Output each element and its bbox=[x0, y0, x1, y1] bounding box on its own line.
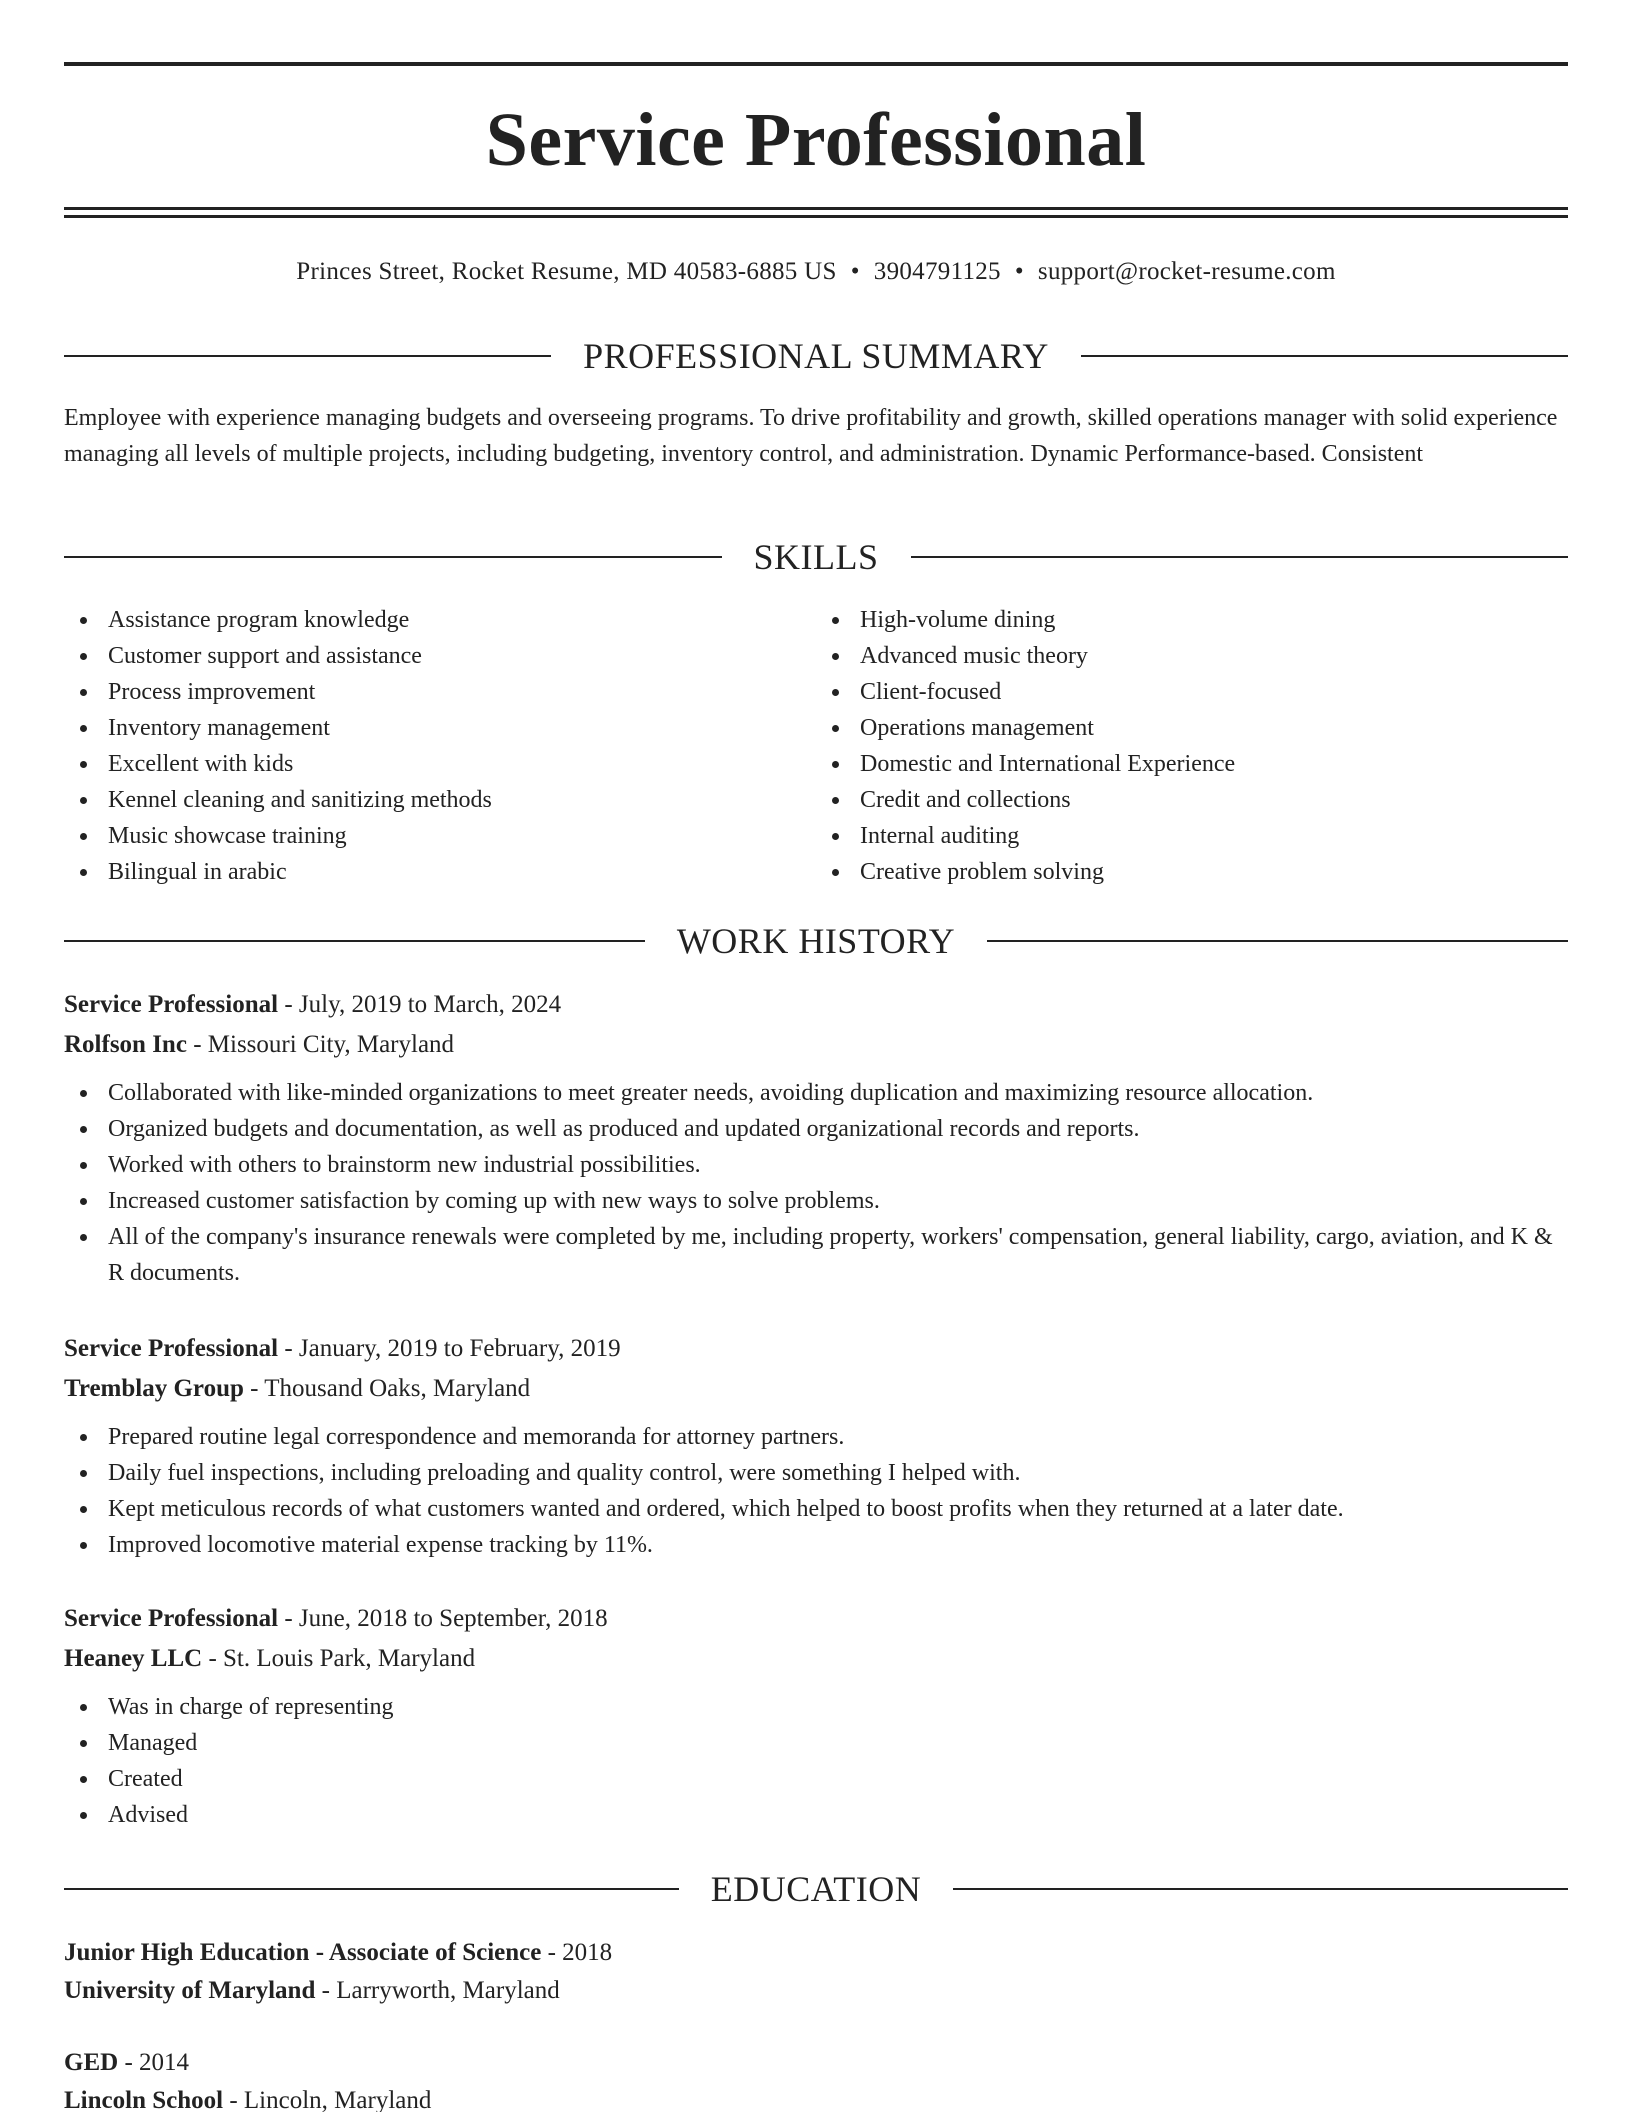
company-name: Rolfson Inc bbox=[64, 1031, 187, 1058]
job-bullet: Kept meticulous records of what customers wanted and ordered, which helped to boost profits when they returned at a later date. bbox=[64, 1491, 1568, 1527]
phone: 3904791125 bbox=[873, 258, 1001, 285]
section-header-skills bbox=[64, 535, 1568, 579]
section-rule-left bbox=[64, 1888, 679, 1890]
skills-list bbox=[64, 602, 1568, 890]
summary-text: Employee with experience managing budgets and overseeing programs. To drive profitability and growth, skilled operations manager with solid experience managing all levels of multiple projects, including budgeting, inventory control, and administration. Dynamic Performance-based. Consistent bbox=[64, 405, 1558, 467]
contact-line bbox=[64, 254, 1568, 290]
job-bullet: Improved locomotive material expense tracking by 11%. bbox=[64, 1527, 1568, 1563]
skill-item: Credit and collections bbox=[816, 782, 1568, 818]
header-double-rule-upper bbox=[64, 207, 1568, 210]
skill-item: Advanced music theory bbox=[816, 638, 1568, 674]
school-location: - Lincoln, Maryland bbox=[223, 2087, 432, 2112]
job-bullet: Worked with others to brainstorm new industrial possibilities. bbox=[64, 1147, 1568, 1183]
section-rule-right bbox=[987, 940, 1568, 942]
job-entry bbox=[64, 1329, 1568, 1563]
school-name: University of Maryland bbox=[64, 1977, 316, 2004]
job-dates: - June, 2018 to September, 2018 bbox=[278, 1605, 608, 1632]
company-name: Heaney LLC bbox=[64, 1645, 203, 1672]
skill-item: Music showcase training bbox=[64, 818, 816, 854]
company-name: Tremblay Group bbox=[64, 1375, 244, 1402]
skill-item: Process improvement bbox=[64, 674, 816, 710]
graduation-year: - 2014 bbox=[118, 2049, 190, 2076]
section-rule-left bbox=[64, 556, 722, 558]
job-bullet: Organized budgets and documentation, as well as produced and updated organizational records and reports. bbox=[64, 1111, 1568, 1147]
section-header-education bbox=[64, 1867, 1568, 1911]
job-bullet: Was in charge of representing bbox=[64, 1689, 1568, 1725]
skill-item: Bilingual in arabic bbox=[64, 854, 816, 890]
section-rule-right bbox=[1081, 355, 1568, 357]
skill-item: High-volume dining bbox=[816, 602, 1568, 638]
skill-item: Operations management bbox=[816, 710, 1568, 746]
school-location: - Larryworth, Maryland bbox=[315, 1977, 560, 2004]
company-location: - Missouri City, Maryland bbox=[186, 1031, 455, 1058]
section-rule-left bbox=[64, 940, 645, 942]
company-location: - St. Louis Park, Maryland bbox=[202, 1645, 476, 1672]
skill-item: Internal auditing bbox=[816, 818, 1568, 854]
job-bullet: Advised bbox=[64, 1797, 1568, 1833]
section-header-summary bbox=[64, 334, 1568, 378]
skill-item: Customer support and assistance bbox=[64, 638, 816, 674]
address: Princes Street, Rocket Resume, MD 40583-6885 US bbox=[296, 258, 837, 285]
section-rule-right bbox=[911, 556, 1569, 558]
skill-item: Inventory management bbox=[64, 710, 816, 746]
job-company-line bbox=[64, 1369, 1568, 1409]
degree-line bbox=[64, 1934, 1568, 1972]
job-bullet: Created bbox=[64, 1761, 1568, 1797]
skill-item: Kennel cleaning and sanitizing methods bbox=[64, 782, 816, 818]
section-title: EDUCATION bbox=[710, 1869, 922, 1909]
job-title-line bbox=[64, 1599, 1568, 1639]
skill-item: Domestic and International Experience bbox=[816, 746, 1568, 782]
job-bullet: Collaborated with like-minded organizations to meet greater needs, avoiding duplication and maximizing resource allocation. bbox=[64, 1075, 1568, 1111]
education-entry bbox=[64, 1934, 1568, 2010]
skill-item: Excellent with kids bbox=[64, 746, 816, 782]
job-title: Service Professional bbox=[64, 991, 279, 1018]
job-bullets bbox=[64, 1689, 1568, 1833]
email: support@rocket-resume.com bbox=[1037, 258, 1336, 285]
job-title: Service Professional bbox=[64, 1605, 279, 1632]
section-rule-left bbox=[64, 355, 551, 357]
skills-column-right bbox=[816, 602, 1568, 890]
section-title: SKILLS bbox=[753, 537, 879, 577]
job-title-line bbox=[64, 1329, 1568, 1369]
school-line bbox=[64, 2082, 1568, 2112]
school-name: Lincoln School bbox=[64, 2087, 224, 2112]
header-top-rule bbox=[64, 62, 1568, 66]
degree-name: GED bbox=[64, 2049, 119, 2076]
job-bullets bbox=[64, 1419, 1568, 1563]
section-header-work-history bbox=[64, 919, 1568, 963]
header-double-rule-lower bbox=[64, 215, 1568, 218]
job-dates: - July, 2019 to March, 2024 bbox=[278, 991, 562, 1018]
job-entry bbox=[64, 985, 1568, 1291]
skill-item: Assistance program knowledge bbox=[64, 602, 816, 638]
job-bullet: Prepared routine legal correspondence and memoranda for attorney partners. bbox=[64, 1419, 1568, 1455]
skills-column-left bbox=[64, 602, 816, 890]
resume-name: Service Professional bbox=[485, 98, 1147, 182]
separator-dot: • bbox=[850, 258, 860, 285]
degree-line bbox=[64, 2044, 1568, 2082]
job-company-line bbox=[64, 1639, 1568, 1679]
skill-item: Creative problem solving bbox=[816, 854, 1568, 890]
separator-dot: • bbox=[1014, 258, 1024, 285]
job-entry bbox=[64, 1599, 1568, 1833]
graduation-year: - 2018 bbox=[541, 1939, 613, 1966]
job-company-line bbox=[64, 1025, 1568, 1065]
job-bullet: Daily fuel inspections, including preloading and quality control, were something I helped with. bbox=[64, 1455, 1568, 1491]
job-bullets bbox=[64, 1075, 1568, 1291]
degree-name: Junior High Education - Associate of Science bbox=[64, 1939, 542, 1966]
company-location: - Thousand Oaks, Maryland bbox=[243, 1375, 531, 1402]
section-title: WORK HISTORY bbox=[676, 921, 956, 961]
job-dates: - January, 2019 to February, 2019 bbox=[278, 1335, 621, 1362]
section-rule-right bbox=[953, 1888, 1568, 1890]
education-entry bbox=[64, 2044, 1568, 2112]
school-line bbox=[64, 1972, 1568, 2010]
job-bullet: Increased customer satisfaction by coming up with new ways to solve problems. bbox=[64, 1183, 1568, 1219]
section-title: PROFESSIONAL SUMMARY bbox=[583, 336, 1049, 376]
job-bullet: All of the company's insurance renewals were completed by me, including property, workers' compensation, general liability, cargo, aviation, and K & R documents. bbox=[64, 1219, 1568, 1291]
job-title: Service Professional bbox=[64, 1335, 279, 1362]
job-bullet: Managed bbox=[64, 1725, 1568, 1761]
skill-item: Client-focused bbox=[816, 674, 1568, 710]
job-title-line bbox=[64, 985, 1568, 1025]
